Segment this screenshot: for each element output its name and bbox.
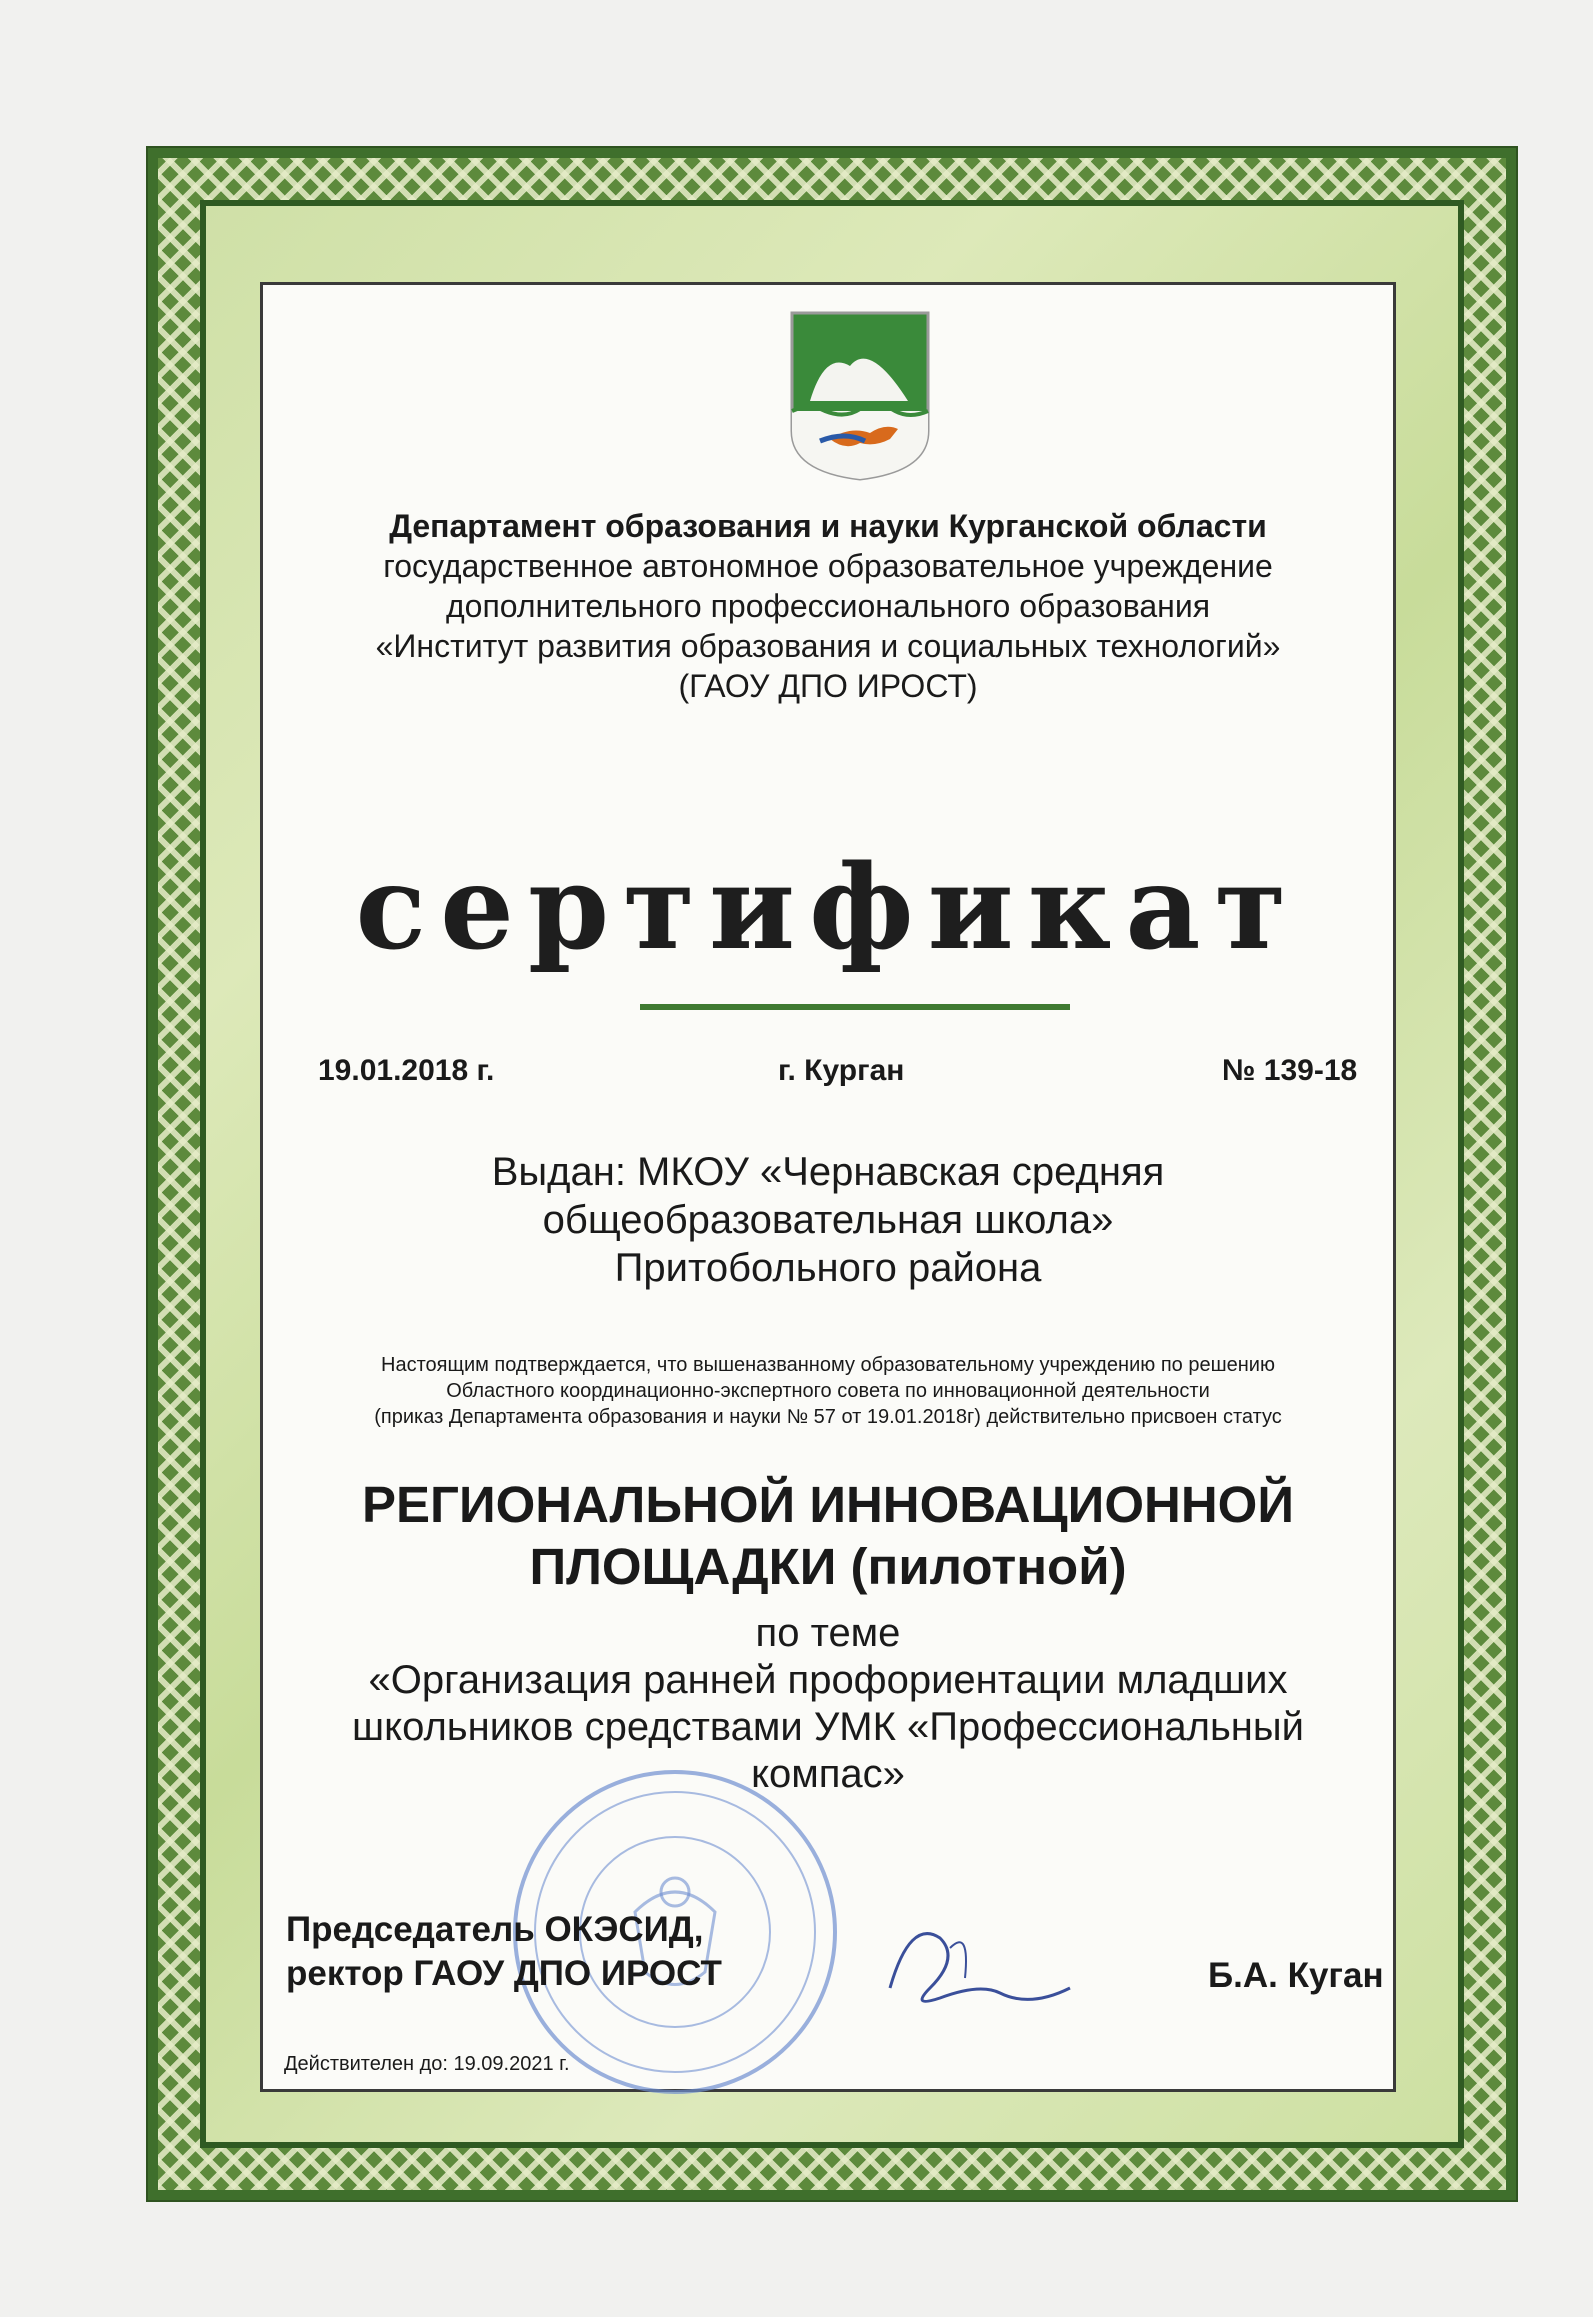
coat-of-arms-icon — [790, 311, 930, 481]
header-institute-name: «Институт развития образования и социальных технологий» — [375, 628, 1281, 664]
issuer-header — [260, 506, 1396, 706]
confirmation-line-3: (приказ Департамента образования и науки № 57 от 19.01.2018г) действительно присвоен статус — [374, 1406, 1282, 1428]
theme-line-3: школьников средствами УМК «Профессиональный — [352, 1705, 1304, 1749]
signatory-name: Б.А. Куган — [1208, 1956, 1384, 1995]
confirmation-line-1: Настоящим подтверждается, что вышеназванному образовательному учреждению по решению — [381, 1354, 1275, 1376]
theme-line-4: компас» — [751, 1752, 905, 1796]
issued-to — [260, 1148, 1396, 1292]
signature-icon — [870, 1898, 1100, 2028]
status-line-1: РЕГИОНАЛЬНОЙ ИННОВАЦИОННОЙ — [362, 1476, 1294, 1533]
confirmation-line-2: Областного координационно-экспертного совета по инновационной деятельности — [446, 1380, 1210, 1402]
theme-line-1: по теме — [755, 1611, 901, 1655]
header-education-type: дополнительного профессионального образования — [445, 588, 1211, 624]
validity-date: Действителен до: 19.09.2021 г. — [284, 2053, 570, 2075]
issued-line-1: Выдан: МКОУ «Чернавская средняя — [491, 1150, 1165, 1194]
theme-line-2: «Организация ранней профориентации младших — [368, 1658, 1288, 1702]
status-line-2: ПЛОЩАДКИ (пилотной) — [529, 1538, 1127, 1595]
header-institution-type: государственное автономное образовательное учреждение — [383, 548, 1273, 584]
signatory-role — [286, 1908, 722, 1996]
certificate-number: № 139-18 — [1222, 1054, 1358, 1087]
issued-line-3: Притобольного района — [614, 1246, 1042, 1290]
certificate-title: сертификат — [355, 840, 1301, 976]
signatory-role-1: Председатель ОКЭСИД, — [286, 1910, 704, 1949]
issue-city: г. Курган — [778, 1054, 905, 1087]
issued-line-2: общеобразовательная школа» — [542, 1198, 1114, 1242]
header-abbreviation: (ГАОУ ДПО ИРОСТ) — [678, 668, 978, 704]
signatory-role-2: ректор ГАОУ ДПО ИРОСТ — [286, 1954, 722, 1993]
title-underline — [640, 1004, 1070, 1010]
confirmation-text — [260, 1352, 1396, 1430]
header-department: Департамент образования и науки Курганской области — [389, 508, 1267, 544]
issue-date: 19.01.2018 г. — [318, 1054, 495, 1087]
status-title — [260, 1474, 1396, 1598]
